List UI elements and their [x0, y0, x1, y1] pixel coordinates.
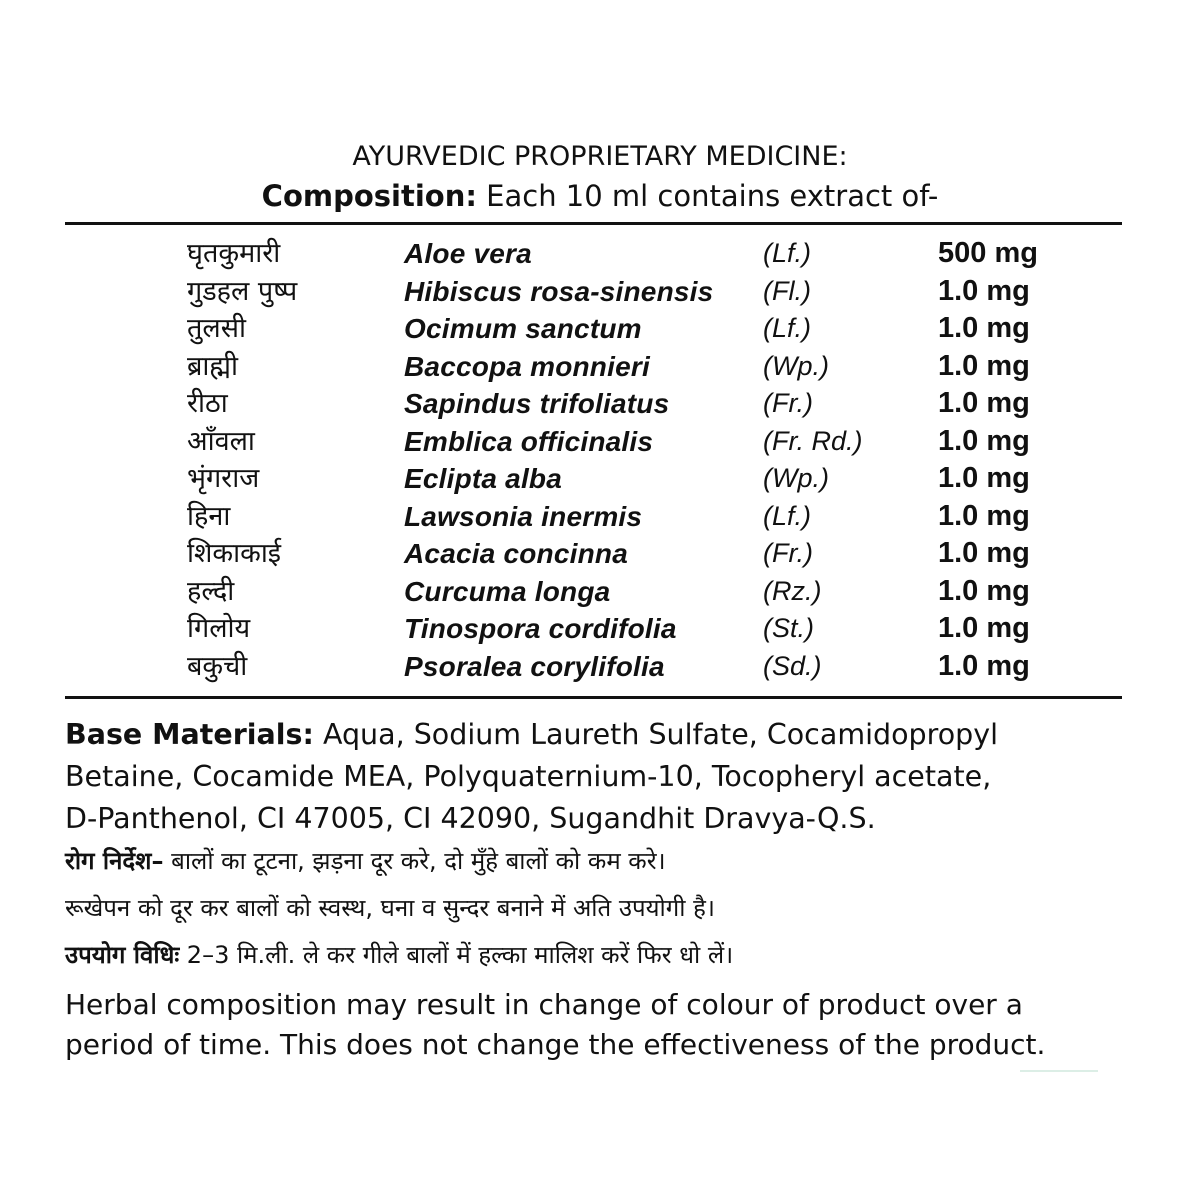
- ingredient-part: (Lf.): [763, 238, 812, 268]
- ingredient-quantity: 1.0 mg: [938, 612, 1030, 644]
- indications-label: रोग निर्देश–: [65, 847, 164, 875]
- ingredient-row: [0, 648, 1200, 686]
- ingredient-row: [0, 498, 1200, 536]
- composition-text: Each 10 ml contains extract of-: [476, 179, 939, 213]
- ingredient-hindi-name: घृतकुमारी: [187, 238, 281, 269]
- ingredient-part: (Fr. Rd.): [763, 425, 863, 456]
- ingredient-latin-name: Eclipta alba: [404, 463, 563, 494]
- ingredient-quantity: 1.0 mg: [938, 349, 1030, 382]
- top-divider: [65, 222, 1122, 225]
- ingredient-quantity: 1.0 mg: [938, 499, 1030, 532]
- ingredient-latin-name: Baccopa monnieri: [404, 350, 650, 382]
- ingredient-quantity: 1.0 mg: [938, 274, 1030, 307]
- ingredient-row: [0, 385, 1200, 423]
- ingredient-latin-name: Sapindus trifoliatus: [404, 388, 670, 419]
- ingredient-row: [0, 310, 1200, 348]
- usage-text: 2–3 मि.ली. ले कर गीले बालों में हल्का मालिश करें फिर धो लें।: [179, 941, 734, 969]
- ingredient-hindi-name: गुडहल पुष्प: [187, 275, 298, 307]
- ingredient-hindi-name: शिकाकाई: [187, 538, 282, 569]
- base-materials: [65, 714, 1145, 840]
- ingredient-quantity: 1.0 mg: [938, 312, 1030, 344]
- base-materials-line2: Betaine, Cocamide MEA, Polyquaternium-10, Tocopheryl acetate,: [65, 760, 992, 793]
- bottom-divider: [65, 696, 1122, 699]
- page-title: AYURVEDIC PROPRIETARY MEDICINE:: [352, 141, 848, 172]
- ingredient-quantity: 1.0 mg: [938, 574, 1030, 607]
- ingredient-quantity: 1.0 mg: [938, 649, 1030, 682]
- composition-line: [0, 176, 1200, 216]
- ingredient-latin-name: Emblica officinalis: [404, 425, 654, 457]
- ingredient-hindi-name: ब्राह्मी: [187, 350, 239, 382]
- indications-line2: रूखेपन को दूर कर बालों को स्वस्थ, घना व सुन्दर बनाने में अति उपयोगी है।: [65, 894, 715, 922]
- ingredient-hindi-name: हल्दी: [187, 575, 235, 607]
- ingredient-latin-name: Hibiscus rosa-sinensis: [404, 275, 714, 307]
- ingredient-latin-name: Aloe vera: [404, 238, 532, 269]
- ingredient-part: (Lf.): [763, 313, 812, 343]
- ingredient-part: (St.): [763, 613, 814, 643]
- label-header: [0, 138, 1200, 216]
- usage-label: उपयोग विधिः: [65, 941, 180, 969]
- ingredient-latin-name: Ocimum sanctum: [404, 313, 642, 344]
- ingredient-hindi-name: तुलसी: [187, 313, 246, 344]
- note-line1: Herbal composition may result in change of colour of product over a: [65, 988, 1023, 1021]
- ingredient-part: (Fl.): [763, 275, 811, 306]
- ingredient-row: [0, 348, 1200, 386]
- ingredient-row: [0, 610, 1200, 648]
- ingredient-part: (Rz.): [763, 575, 822, 606]
- decorative-mark: [1020, 1070, 1098, 1072]
- ingredient-hindi-name: आँवला: [187, 425, 255, 457]
- ingredient-quantity: 1.0 mg: [938, 387, 1030, 419]
- herbal-note: [65, 985, 1145, 1065]
- ingredient-hindi-name: बकुची: [187, 650, 248, 682]
- ingredient-latin-name: Lawsonia inermis: [404, 500, 643, 532]
- ingredient-part: (Wp.): [763, 463, 829, 493]
- ingredient-hindi-name: रीठा: [187, 388, 228, 419]
- ingredient-quantity: 1.0 mg: [938, 424, 1030, 457]
- composition-label: Composition:: [261, 179, 477, 213]
- indications-line1: बालों का टूटना, झड़ना दूर करे, दो मुँहे बालों को कम करे।: [163, 847, 666, 875]
- ingredient-part: (Lf.): [763, 500, 812, 531]
- ingredient-quantity: 1.0 mg: [938, 537, 1030, 569]
- ingredient-part: (Wp.): [763, 350, 829, 381]
- ingredient-row: [0, 273, 1200, 311]
- ingredient-hindi-name: गिलोय: [187, 613, 251, 644]
- ingredient-latin-name: Tinospora cordifolia: [404, 613, 677, 644]
- note-line2: period of time. This does not change the effectiveness of the product.: [65, 1028, 1046, 1061]
- ingredient-row: [0, 235, 1200, 273]
- ingredient-quantity: 1.0 mg: [938, 462, 1030, 494]
- ingredient-latin-name: Psoralea corylifolia: [404, 650, 665, 682]
- ingredient-hindi-name: हिना: [187, 500, 231, 532]
- ingredient-table: [0, 235, 1200, 685]
- ingredient-latin-name: Acacia concinna: [404, 538, 628, 569]
- ingredient-hindi-name: भृंगराज: [187, 463, 260, 494]
- ingredient-latin-name: Curcuma longa: [404, 575, 611, 607]
- ingredient-row: [0, 535, 1200, 573]
- ingredient-row: [0, 460, 1200, 498]
- ingredient-part: (Fr.): [763, 538, 813, 568]
- base-materials-line3: D-Panthenol, CI 47005, CI 42090, Sugandhit Dravya-Q.S.: [65, 802, 876, 835]
- ingredient-row: [0, 423, 1200, 461]
- ingredient-quantity: 500 mg: [938, 237, 1038, 269]
- base-materials-line1: Aqua, Sodium Laureth Sulfate, Cocamidopropyl: [313, 718, 999, 751]
- base-materials-label: Base Materials:: [65, 718, 314, 751]
- ingredient-part: (Sd.): [763, 650, 822, 681]
- ingredient-row: [0, 573, 1200, 611]
- hindi-instructions: [65, 838, 1145, 979]
- ingredient-part: (Fr.): [763, 388, 813, 418]
